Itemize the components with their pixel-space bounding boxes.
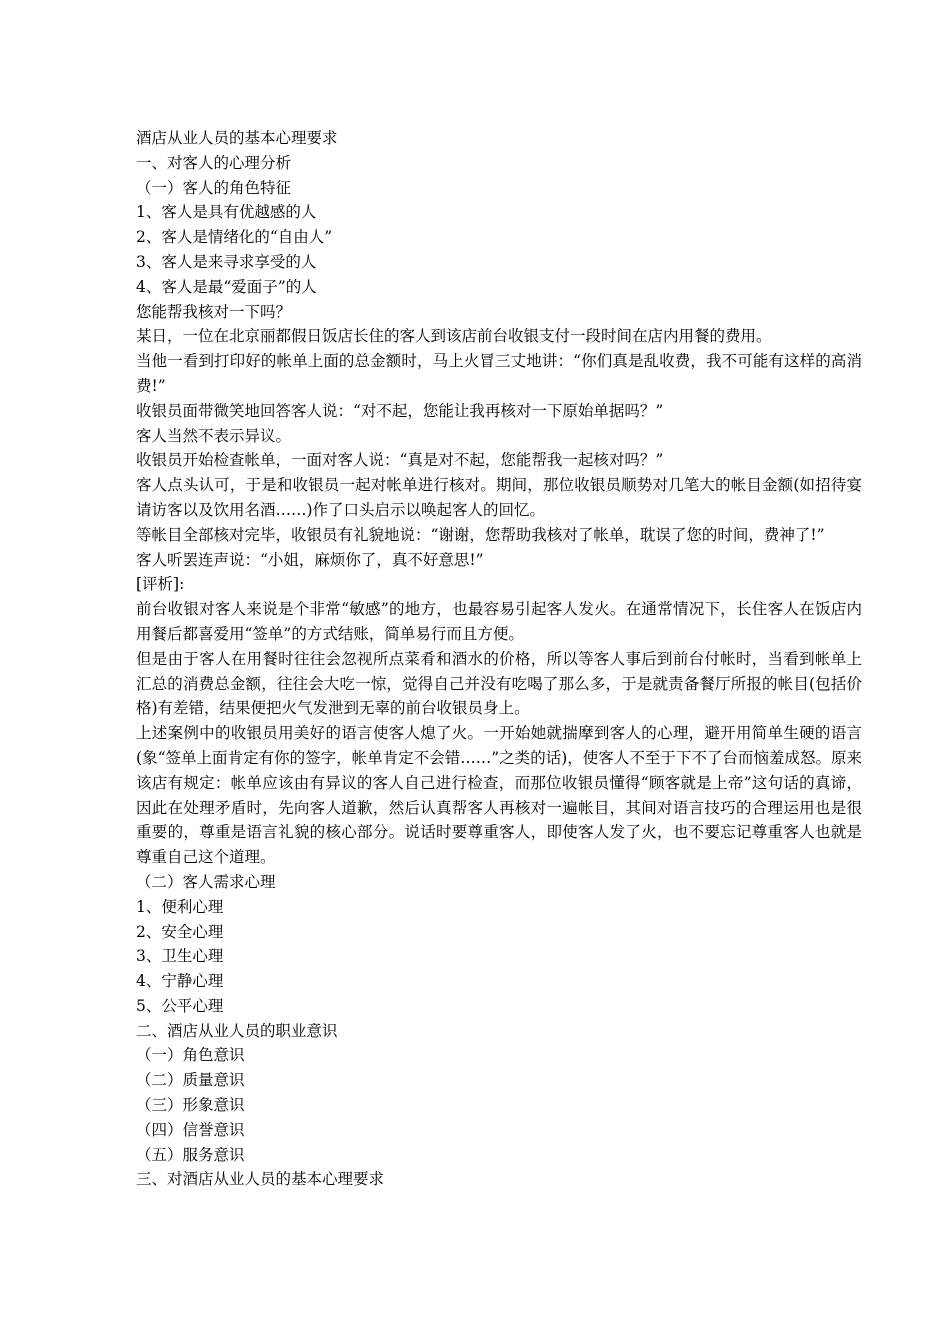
paragraph: 客人当然不表示异议。 [136,426,292,445]
subsection-heading: （三）形象意识 [136,1096,245,1115]
paragraph: 前台收银对客人来说是个非常“敏感”的地方，也最容易引起客人发火。在通常情况下，长住客人在饭店内用餐后都喜爱用“签单”的方式结账，简单易行而且方便。 [136,600,862,643]
list-item: 3、客人是来寻求享受的人 [136,252,317,271]
paragraph: 当他一看到打印好的帐单上面的总金额时，马上火冒三丈地讲：“你们真是乱收费，我不可能有这样的高消费!” [136,352,862,395]
document-body [136,126,862,1192]
subsection-heading: （四）信誉意识 [136,1120,245,1139]
subsection-heading: （二）客人需求心理 [136,872,276,891]
case-title: 您能帮我核对一下吗？ [136,302,292,321]
subsection-heading: （一）客人的角色特征 [136,178,292,197]
list-item: 4、客人是最“爱面子”的人 [136,277,317,296]
section-heading: 三、对酒店从业人员的基本心理要求 [136,1170,385,1189]
analysis-label: [评析]: [136,575,185,594]
subsection-heading: （二）质量意识 [136,1071,245,1090]
paragraph: 等帐目全部核对完毕，收银员有礼貌地说：“谢谢，您帮助我核对了帐单，耽误了您的时间，费神了!” [136,525,825,544]
section-heading: 一、对客人的心理分析 [136,153,292,172]
paragraph: 客人听罢连声说：“小姐，麻烦你了，真不好意思!” [136,550,484,569]
list-item: 2、安全心理 [136,922,224,941]
paragraph: 上述案例中的收银员用美好的语言使客人熄了火。一开始她就揣摩到客人的心理，避开用简单生硬的语言(象“签单上面肯定有你的签字，帐单肯定不会错……”之类的话)，使客人不至于下不了台而恼羞成怒。原来该店有规定：帐单应该由有异议的客人自己进行检查，而那位收银员懂得“顾客就是上帝”这句话的真谛，因此在处理矛盾时，先向客人道歉，然后认真帮客人再核对一遍帐目，其间对语言技巧的合理运用也是很重要的，尊重是语言礼貌的核心部分。说话时要尊重客人，即使客人发了火，也不要忘记尊重客人也就是尊重自己这个道理。 [136,724,862,867]
paragraph: 但是由于客人在用餐时往往会忽视所点菜肴和酒水的价格，所以等客人事后到前台付帐时，当看到帐单上汇总的消费总金额，往往会大吃一惊，觉得自己并没有吃喝了那么多，于是就责备餐厅所报的帐目(包括价格)有差错，结果便把火气发泄到无辜的前台收银员身上。 [136,649,862,718]
paragraph: 收银员面带微笑地回答客人说：“对不起，您能让我再核对一下原始单据吗？” [136,401,664,420]
list-item: 3、卫生心理 [136,947,224,966]
list-item: 1、便利心理 [136,897,224,916]
list-item: 2、客人是情绪化的“自由人” [136,228,333,247]
paragraph: 客人点头认可，于是和收银员一起对帐单进行核对。期间，那位收银员顺势对几笔大的帐目金额(如招待宴请访客以及饮用名酒……)作了口头启示以唤起客人的回忆。 [136,476,862,519]
document-title: 酒店从业人员的基本心理要求 [136,129,338,147]
paragraph: 某日，一位在北京丽都假日饭店长住的客人到该店前台收银支付一段时间在店内用餐的费用。 [136,327,772,346]
paragraph: 收银员开始检查帐单，一面对客人说：“真是对不起，您能帮我一起核对吗？” [136,451,664,470]
section-heading: 二、酒店从业人员的职业意识 [136,1021,338,1040]
subsection-heading: （一）角色意识 [136,1046,245,1065]
list-item: 4、宁静心理 [136,972,224,991]
subsection-heading: （五）服务意识 [136,1145,245,1164]
list-item: 1、客人是具有优越感的人 [136,203,317,222]
list-item: 5、公平心理 [136,996,224,1015]
